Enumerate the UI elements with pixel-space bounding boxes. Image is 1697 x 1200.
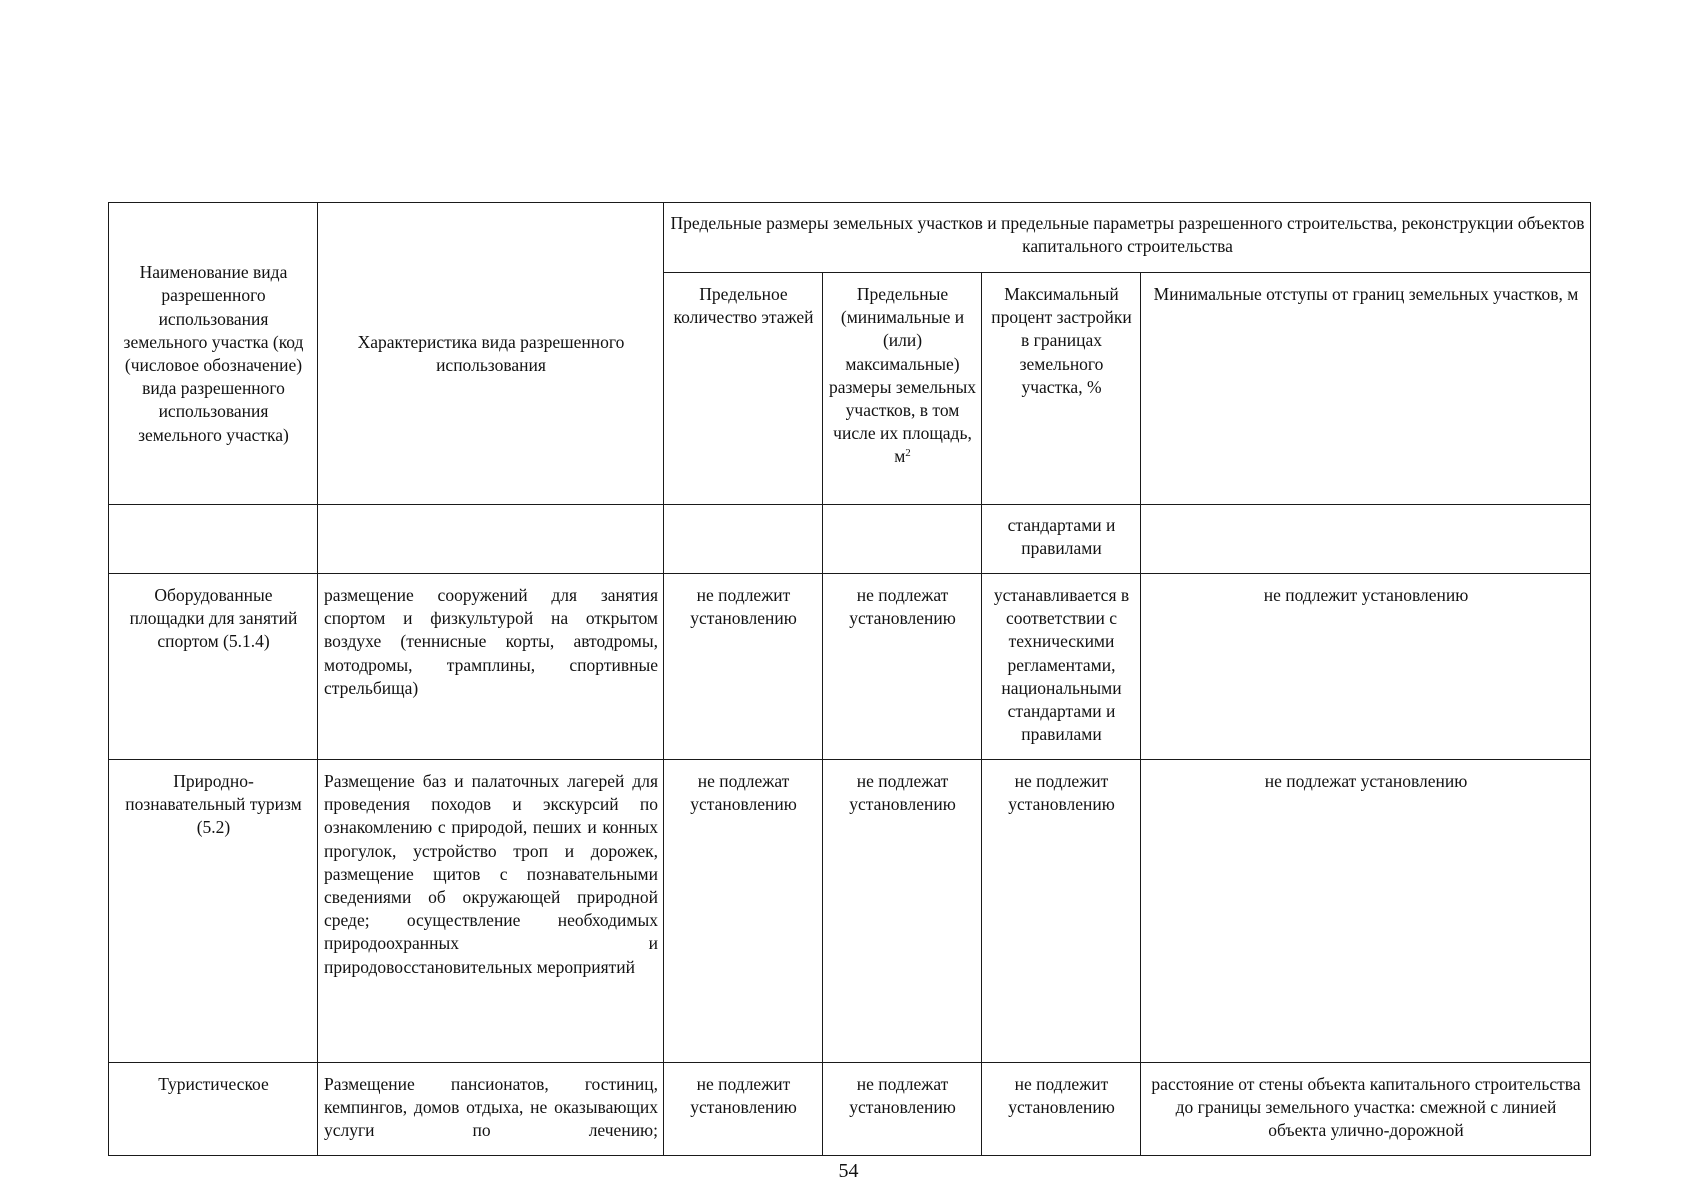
table-row [109, 760, 1591, 1063]
cell-characteristic: размещение сооружений для занятия спортом и физкультурой на открытом воздухе (теннисные корты, автодромы, мотодромы, трамплины, спортивные стрельбища) [318, 574, 664, 760]
table-row [109, 574, 1591, 760]
cell-floors: не подлежит установлению [664, 574, 823, 760]
header-floors: Предельное количество этажей [664, 273, 823, 505]
cell-setbacks: не подлежит установлению [1141, 574, 1591, 760]
cell-floors: не подлежит установлению [664, 1063, 823, 1156]
header-percent: Максимальный процент застройки в границах земельного участка, % [982, 273, 1141, 505]
cell-setbacks: не подлежат установлению [1141, 760, 1591, 1063]
cell-sizes: не подлежат установлению [823, 1063, 982, 1156]
header-usage-name: Наименование вида разрешенного использования земельного участка (код (числовое обозначение) вида разрешенного использования земельного участка) [109, 203, 318, 505]
cell-setbacks: расстояние от стены объекта капитального строительства до границы земельного участка: смежной с линией объекта улично-дорожной [1141, 1063, 1591, 1156]
header-row-1 [109, 203, 1591, 273]
cell-sizes: не подлежат установлению [823, 760, 982, 1063]
cell-percent: не подлежит установлению [982, 1063, 1141, 1156]
cell-setbacks [1141, 505, 1591, 574]
header-characteristic: Характеристика вида разрешенного использования [318, 203, 664, 505]
table-row [109, 1063, 1591, 1156]
cell-usage-name: Туристическое [109, 1063, 318, 1156]
cell-percent: стандартами и правилами [982, 505, 1141, 574]
header-limits: Предельные размеры земельных участков и предельные параметры разрешенного строительства, реконструкции объектов капитального строительства [664, 203, 1591, 273]
cell-usage-name: Оборудованные площадки для занятий спортом (5.1.4) [109, 574, 318, 760]
cell-floors: не подлежат установлению [664, 760, 823, 1063]
cell-percent: устанавливается в соответствии с техническими регламентами, национальными стандартами и правилами [982, 574, 1141, 760]
land-use-table [108, 202, 1591, 1156]
cell-usage-name: Природно-познавательный туризм (5.2) [109, 760, 318, 1063]
cell-usage-name [109, 505, 318, 574]
cell-percent: не подлежит установлению [982, 760, 1141, 1063]
header-sizes [823, 273, 982, 505]
cell-characteristic [318, 505, 664, 574]
cell-characteristic: Размещение баз и палаточных лагерей для проведения походов и экскурсий по ознакомлению с природой, пеших и конных прогулок, устройство троп и дорожек, размещение щитов с познавательными сведениями об окружающей природной среде; осуществление необходимых природоохранных и природовосстановительных мероприятий [318, 760, 664, 1063]
header-sizes-text: Предельные (минимальные и (или) максимальные) размеры земельных участков, в том числе их площадь, м [829, 284, 977, 467]
cell-sizes: не подлежат установлению [823, 574, 982, 760]
cell-characteristic: Размещение пансионатов, гостиниц, кемпингов, домов отдыха, не оказывающих услуги по лечению; [318, 1063, 664, 1156]
header-setbacks: Минимальные отступы от границ земельных участков, м [1141, 273, 1591, 505]
table-row [109, 505, 1591, 574]
cell-sizes [823, 505, 982, 574]
cell-floors [664, 505, 823, 574]
header-sizes-superscript: 2 [905, 447, 911, 460]
page-number: 54 [838, 1160, 859, 1182]
